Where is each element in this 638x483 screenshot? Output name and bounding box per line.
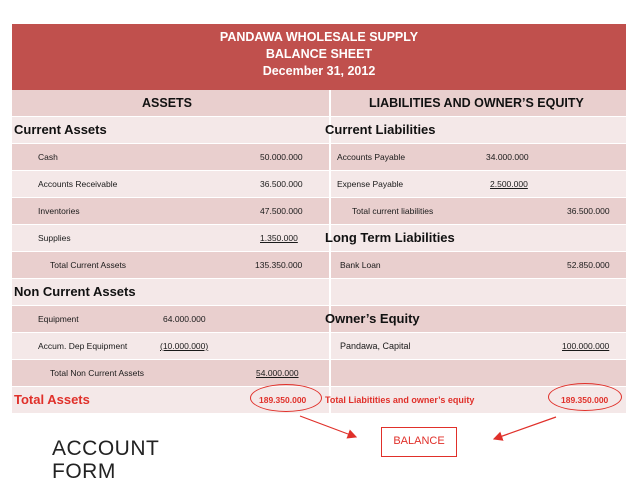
- accum-dep-label: Accum. Dep Equipment: [38, 341, 128, 351]
- accounts-receivable-value: 36.500.000: [260, 179, 303, 189]
- non-current-assets-label: Non Current Assets: [14, 284, 136, 299]
- liabilities-heading: LIABILITIES AND OWNER’S EQUITY: [369, 96, 584, 110]
- right-arrow: [494, 417, 556, 439]
- current-liabilities-label: Current Liabilities: [325, 122, 436, 137]
- balance-label-box: BALANCE: [381, 427, 457, 457]
- equipment-label: Equipment: [38, 314, 79, 324]
- owners-equity-label: Owner’s Equity: [325, 311, 420, 326]
- accum-dep-value: (10.000.000): [160, 341, 209, 351]
- current-assets-label: Current Assets: [14, 122, 107, 137]
- total-liabilities-equity-value: 189.350.000: [561, 395, 609, 405]
- account-form-caption: [52, 437, 159, 483]
- accounts-receivable-label: Accounts Receivable: [38, 179, 118, 189]
- sheet-date: December 31, 2012: [262, 64, 376, 78]
- accounts-payable-label: Accounts Payable: [337, 152, 406, 162]
- total-current-liabilities-label: Total current liabilities: [352, 206, 434, 216]
- equipment-value: 64.000.000: [163, 314, 206, 324]
- expense-payable-value: 2.500.000: [490, 179, 528, 189]
- sheet-title: BALANCE SHEET: [265, 47, 373, 61]
- capital-value: 100.000.000: [562, 341, 610, 351]
- supplies-label: Supplies: [38, 233, 71, 243]
- total-current-assets-value: 135.350.000: [255, 260, 303, 270]
- total-assets-label: Total Assets: [14, 392, 90, 407]
- left-arrow: [300, 416, 356, 437]
- long-term-liabilities-label: Long Term Liabilities: [325, 230, 455, 245]
- total-non-current-assets-value: 54.000.000: [256, 368, 299, 378]
- expense-payable-label: Expense Payable: [337, 179, 404, 189]
- bank-loan-label: Bank Loan: [340, 260, 381, 270]
- total-current-liabilities-value: 36.500.000: [567, 206, 610, 216]
- capital-label: Pandawa, Capital: [340, 341, 411, 351]
- total-non-current-assets-label: Total Non Current Assets: [50, 368, 145, 378]
- total-liabilities-equity-label: Total Liabitities and owner’s equity: [325, 395, 475, 405]
- bank-loan-value: 52.850.000: [567, 260, 610, 270]
- assets-heading: ASSETS: [142, 96, 193, 110]
- inventories-label: Inventories: [38, 206, 80, 216]
- inventories-value: 47.500.000: [260, 206, 303, 216]
- account-form-text: ACCOUNT FORM: [52, 437, 160, 483]
- supplies-value: 1.350.000: [260, 233, 298, 243]
- cash-value: 50.000.000: [260, 152, 303, 162]
- company-name: PANDAWA WHOLESALE SUPPLY: [219, 30, 419, 44]
- cash-label: Cash: [38, 152, 58, 162]
- total-assets-value: 189.350.000: [259, 395, 307, 405]
- total-current-assets-label: Total Current Assets: [50, 260, 127, 270]
- accounts-payable-value: 34.000.000: [486, 152, 529, 162]
